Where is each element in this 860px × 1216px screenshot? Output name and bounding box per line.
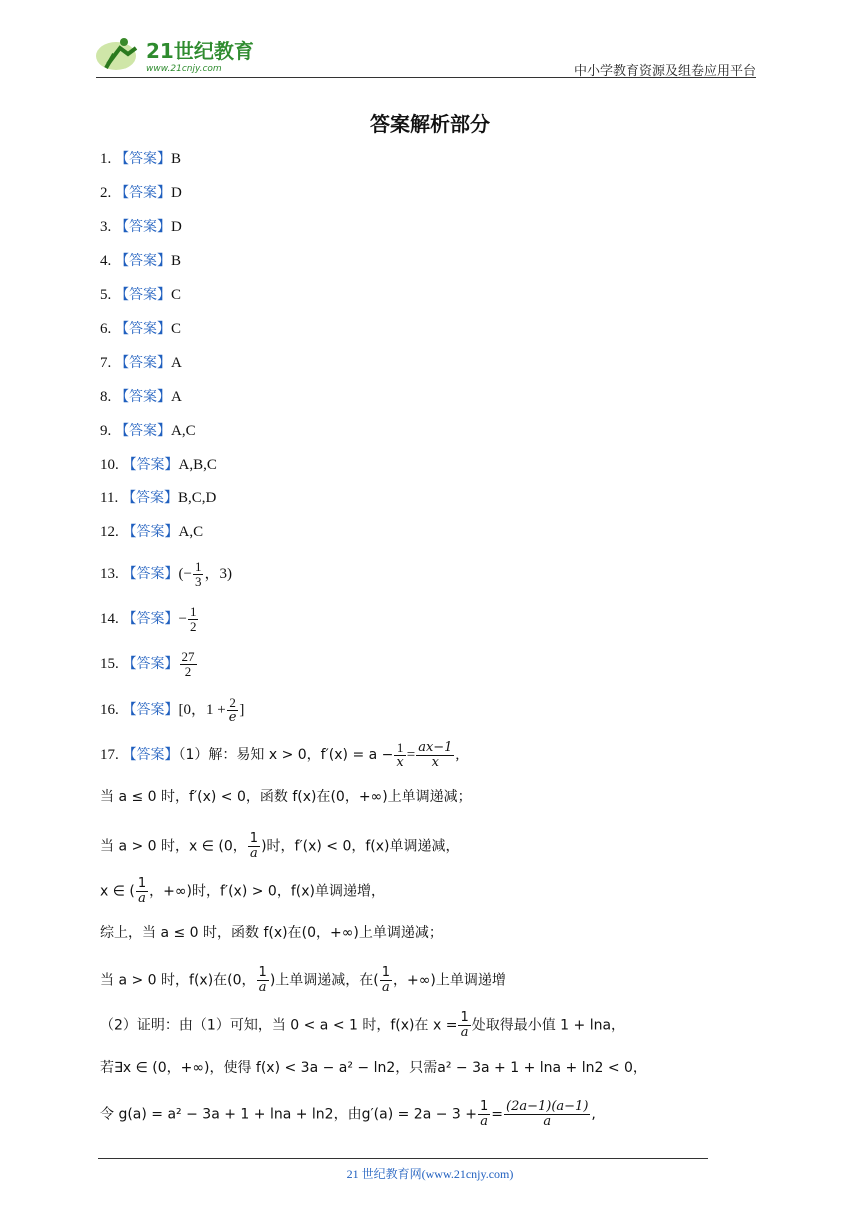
answer-row <box>100 522 203 542</box>
answer-tag: 【答案】 <box>122 655 179 672</box>
solution-line-8: 若∃x ∈ (0，+∞)，使得 f(x) < 3a − a² − ln2，只需a² − 3a + 1 + lna + ln2 < 0， <box>100 1060 647 1076</box>
question-number: 12. <box>100 524 119 540</box>
answer-row-14 <box>100 605 199 634</box>
solution-text: ，+∞)上单调递增 <box>393 972 506 989</box>
answer-row <box>100 488 216 508</box>
answer-value: B <box>171 151 182 167</box>
solution-text: 令 g(a) = a² − 3a + 1 + lna + ln2，由g′(a) = 2a − 3 + <box>100 1106 477 1123</box>
question-number: 8. <box>100 389 112 405</box>
answer-tag: 【答案】 <box>115 253 171 269</box>
question-number: 6. <box>100 321 112 337</box>
fraction: $\frac{1}{3}$ <box>194 559 202 589</box>
solution-text: （1）解：易知 x > 0，f′(x) = a − <box>178 746 394 763</box>
page-header <box>0 0 860 80</box>
solution-text: x ∈ ( <box>100 883 135 900</box>
question-number: 7. <box>100 355 112 371</box>
equals-sign: = <box>491 1106 504 1123</box>
question-number: 13. <box>100 565 119 582</box>
question-number: 5. <box>100 287 112 303</box>
answer-value: A,C <box>178 524 204 540</box>
answer-row <box>100 251 181 271</box>
fraction: $\frac{2}{e}$ <box>228 695 237 725</box>
solution-text: 当 a > 0 时，f(x)在(0， <box>100 972 256 989</box>
answer-tag: 【答案】 <box>121 490 178 506</box>
solution-text: )上单调递减，在( <box>269 972 379 989</box>
answer-value: C <box>171 321 182 337</box>
answer-value: A,C <box>171 423 196 439</box>
answer-value: B,C,D <box>177 490 217 506</box>
answer-value: B <box>171 253 182 269</box>
answer-row-16 <box>100 696 244 725</box>
answer-value: D <box>171 185 182 201</box>
fraction: $\frac{1}{2}$ <box>189 604 197 634</box>
fraction: $\frac{1}{a}$ <box>137 876 147 906</box>
answer-tag: 【答案】 <box>122 524 179 540</box>
answer-part: [0，1 + <box>178 701 226 718</box>
fraction: $\frac{1}{a}$ <box>460 1010 469 1040</box>
answer-tag: 【答案】 <box>115 423 171 439</box>
fraction: $\frac{1}{x}$ <box>396 740 404 770</box>
answer-tag: 【答案】 <box>122 746 179 763</box>
answer-row <box>100 455 217 475</box>
answer-tag: 【答案】 <box>115 287 171 303</box>
answer-row <box>100 353 182 373</box>
answer-tag: 【答案】 <box>122 565 179 582</box>
answer-part: − <box>178 610 187 627</box>
answer-value: D <box>171 219 182 235</box>
punctuation: , <box>591 1106 596 1123</box>
logo-text: 21世纪教育 <box>146 39 254 63</box>
answer-tag: 【答案】 <box>122 457 179 473</box>
solution-line-2: 当 a ≤ 0 时，f′(x) < 0，函数 f(x)在(0，+∞)上单调递减； <box>100 789 472 805</box>
question-number: 4. <box>100 253 112 269</box>
answer-tag: 【答案】 <box>122 610 179 627</box>
solution-text: （2）证明：由（1）可知，当 0 < a < 1 时，f(x)在 x = <box>100 1017 458 1034</box>
solution-line-7 <box>100 1011 625 1040</box>
question-number: 11. <box>100 490 119 506</box>
solution-text: ，+∞)时，f′(x) > 0，f(x)单调递增， <box>149 883 385 900</box>
answer-tag: 【答案】 <box>115 389 171 405</box>
footer-link[interactable]: 21 世纪教育网(www.21cnjy.com) <box>346 1167 514 1181</box>
answer-row <box>100 149 181 169</box>
header-divider <box>96 77 756 78</box>
footer-divider <box>98 1158 708 1159</box>
answer-row-15 <box>100 650 198 679</box>
answer-row <box>100 387 182 407</box>
answer-row <box>100 285 181 305</box>
answer-tag: 【答案】 <box>115 219 171 235</box>
solution-text: )时，f′(x) < 0，f(x)单调递减， <box>261 838 460 855</box>
question-number: 14. <box>100 610 119 627</box>
answer-value: A,B,C <box>178 457 217 473</box>
answer-part: (− <box>178 565 192 582</box>
question-number: 9. <box>100 423 112 439</box>
fraction: $\frac{27}{2}$ <box>181 649 195 679</box>
answer-row-17 <box>100 741 459 770</box>
solution-line-5: 综上，当 a ≤ 0 时，函数 f(x)在(0，+∞)上单调递减； <box>100 925 443 941</box>
answer-row <box>100 421 196 441</box>
fraction: $\frac{(2a-1)(a-1)}{a}$ <box>506 1099 589 1129</box>
fraction: $\frac{1}{a}$ <box>249 831 259 861</box>
solution-line-6 <box>100 966 506 995</box>
answer-value: A <box>171 355 182 371</box>
solution-line-9 <box>100 1100 596 1129</box>
equals-sign: = <box>406 746 416 763</box>
fraction: $\frac{ax-1}{x}$ <box>418 740 453 770</box>
answer-part: ，3) <box>204 565 232 582</box>
answer-value: A <box>171 389 182 405</box>
answer-tag: 【答案】 <box>115 355 171 371</box>
fraction: $\frac{1}{a}$ <box>480 1099 489 1129</box>
answer-tag: 【答案】 <box>122 701 179 718</box>
solution-line-3 <box>100 832 460 861</box>
question-number: 16. <box>100 701 119 718</box>
answer-row-13 <box>100 560 232 589</box>
solution-text: 当 a > 0 时，x ∈ (0， <box>100 838 247 855</box>
question-number: 10. <box>100 457 119 473</box>
answer-value: C <box>171 287 182 303</box>
fraction: $\frac{1}{a}$ <box>381 965 391 995</box>
fraction: $\frac{1}{a}$ <box>258 965 267 995</box>
solution-line-4 <box>100 877 385 906</box>
answer-tag: 【答案】 <box>115 151 171 167</box>
answer-row <box>100 319 181 339</box>
answer-row <box>100 217 182 237</box>
punctuation: , <box>455 746 460 763</box>
logo-url: www.21cnjy.com <box>146 64 222 74</box>
question-number: 1. <box>100 151 112 167</box>
page-title: 答案解析部分 <box>370 112 490 136</box>
answer-part: ] <box>239 701 245 718</box>
solution-text: 处取得最小值 1 + lna， <box>471 1017 626 1034</box>
answer-row <box>100 183 182 203</box>
logo-icon <box>94 34 254 76</box>
question-number: 15. <box>100 655 119 672</box>
question-number: 17. <box>100 746 119 763</box>
header-site-name: 中小学教育资源及组卷应用平台 <box>573 64 756 79</box>
question-number: 2. <box>100 185 112 201</box>
answer-tag: 【答案】 <box>115 185 171 201</box>
question-number: 3. <box>100 219 112 235</box>
answer-tag: 【答案】 <box>115 321 171 337</box>
